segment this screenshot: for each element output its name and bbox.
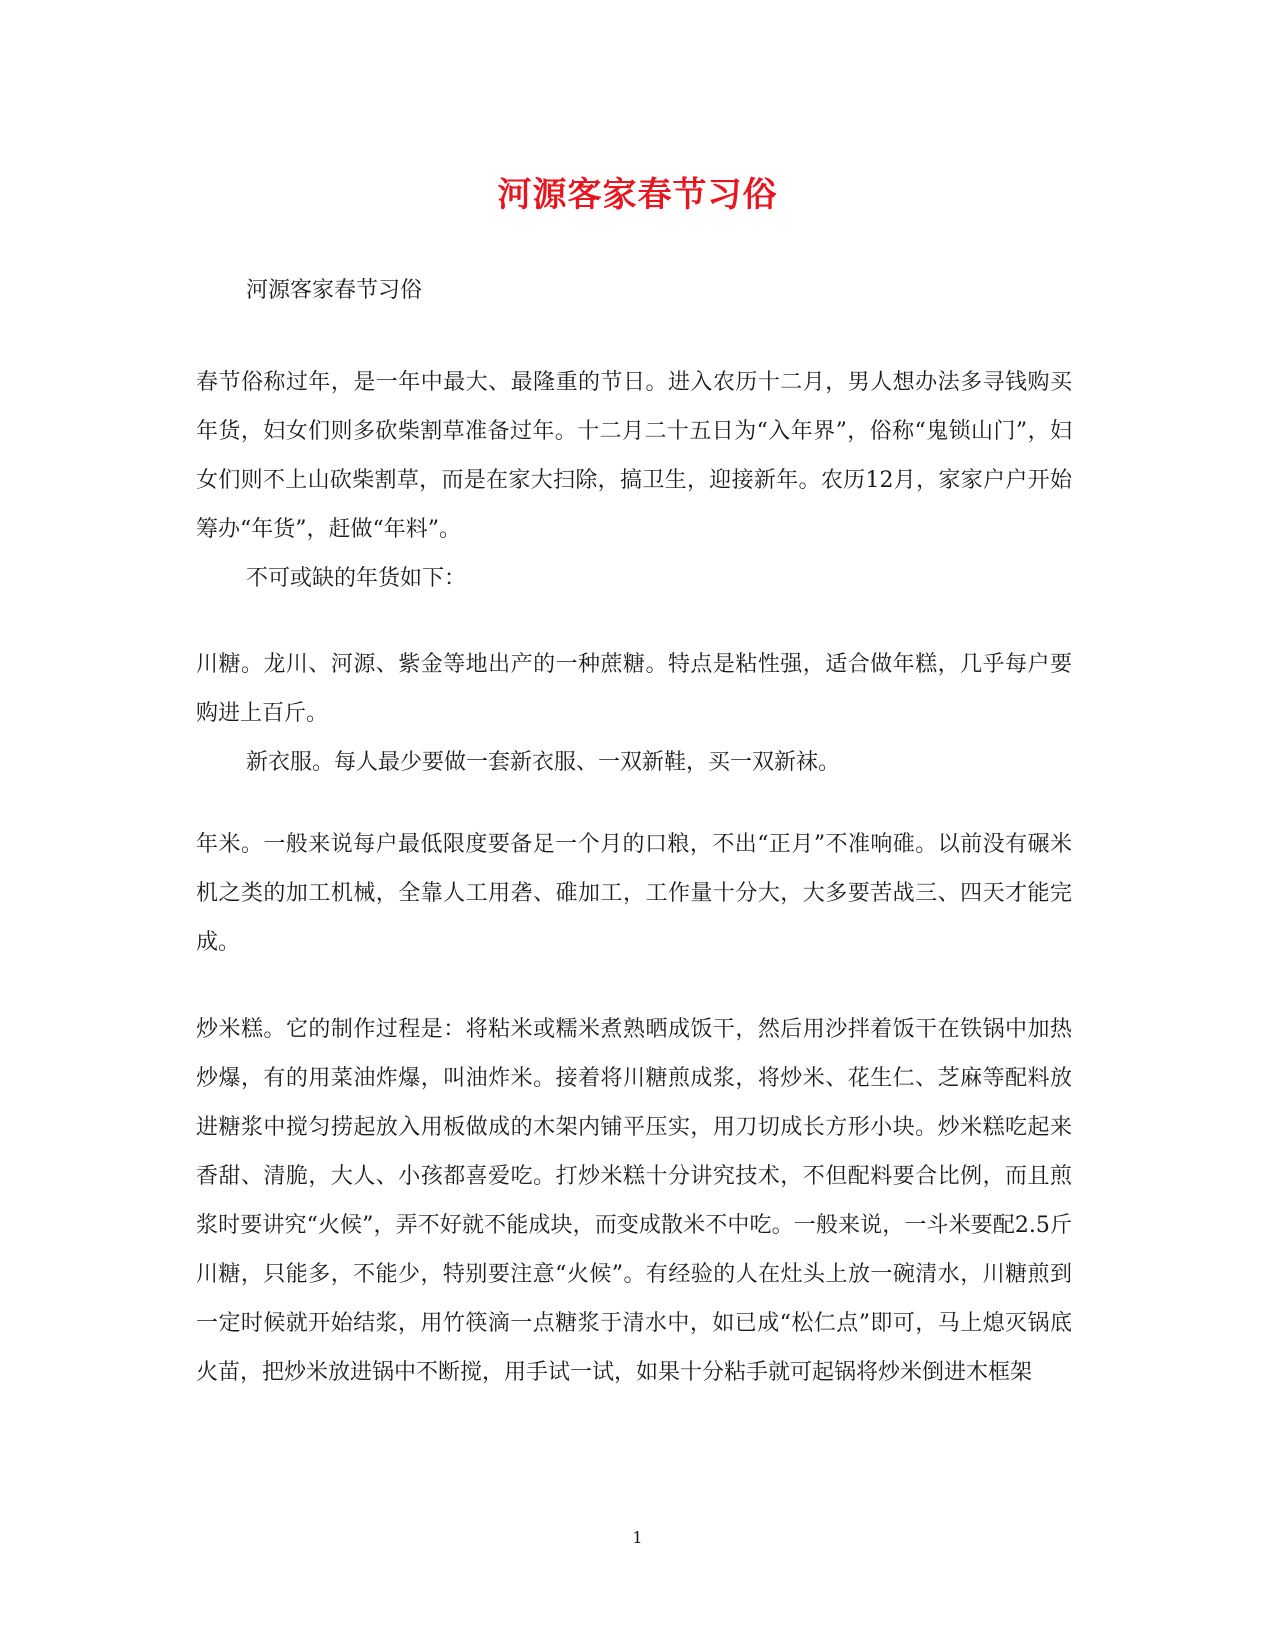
paragraph-text: 新衣服。每人最少要做一套新衣服、一双新鞋，买一双新袜。 [246, 750, 841, 775]
page-number: 1 [632, 1528, 643, 1547]
paragraph-spring-festival [196, 358, 1072, 603]
document-title: 河源客家春节习俗 [497, 175, 778, 215]
paragraph-text: 川糖。龙川、河源、紫金等地出产的一种蔗糖。特点是粘性强，适合做年糕，几乎每户要购进上百斤。 [196, 652, 1072, 726]
paragraph-chuan-sugar [196, 640, 1072, 787]
paragraph-text: 不可或缺的年货如下： [246, 566, 467, 591]
paragraph-text: 年米。一般来说每户最低限度要备足一个月的口粮，不出“正月”不准响碓。以前没有碾米机之类的加工机械，全靠人工用砻、碓加工，工作量十分大，大多要苦战三、四天才能完成。 [196, 832, 1072, 955]
paragraph-text: 春节俗称过年，是一年中最大、最隆重的节日。进入农历十二月，男人想办法多寻钱购买年货，妇女们则多砍柴割草准备过年。十二月二十五日为“入年界”，俗称“鬼锁山门”，妇女们则不上山砍柴割草，而是在家大扫除，搞卫生，迎接新年。农历12月，家家户户开始筹办“年货”，赶做“年料”。 [196, 370, 1072, 542]
document-subtitle: 河源客家春节习俗 [246, 278, 423, 303]
paragraph-fried-rice-cake [196, 1005, 1072, 1397]
paragraph-new-year-rice [196, 820, 1072, 967]
paragraph-text: 炒米糕。它的制作过程是：将粘米或糯米煮熟晒成饭干，然后用沙拌着饭干在铁锅中加热炒爆，有的用菜油炸爆，叫油炸米。接着将川糖煎成浆，将炒米、花生仁、芝麻等配料放进糖浆中搅匀捞起放入用板做成的木架内铺平压实，用刀切成长方形小块。炒米糕吃起来香甜、清脆，大人、小孩都喜爱吃。打炒米糕十分讲究技术，不但配料要合比例，而且煎浆时要讲究“火候”，弄不好就不能成块，而变成散米不中吃。一般来说，一斗米要配2.5斤川糖，只能多，不能少，特别要注意“火候”。有经验的人在灶头上放一碗清水，川糖煎到一定时候就开始结浆，用竹筷滴一点糖浆于清水中，如已成“松仁点”即可，马上熄灭锅底火苗，把炒米放进锅中不断搅，用手试一试，如果十分粘手就可起锅将炒米倒进木框架 [196, 1017, 1072, 1385]
